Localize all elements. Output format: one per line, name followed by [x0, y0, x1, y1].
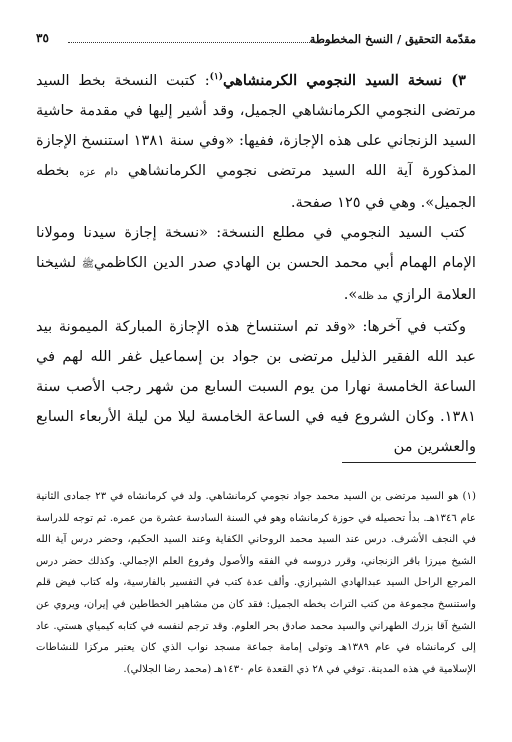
paragraph-1-text-end: بخطه الجميل». وهي في ١٢٥ صفحة.: [36, 162, 476, 211]
main-text: [36, 66, 476, 462]
honorific-2: مد ظله: [357, 291, 388, 302]
paragraph-3: وكتب في آخرها: «وقد تم استنساخ هذه الإجازة المباركة الميمونة بيد عبد الله الفقير الذليل مرتضى بن جواد بن إسماعيل غفر الله لهم في الساعة الخامسة نهارا من يوم السبت السابع من شهر رجب الأصب سنة ١٣٨١. وكان الشروع فيه في الساعة الخامسة ليلا من ليلة الأربعاء السابع والعشرين من: [36, 318, 476, 455]
section-heading: [210, 72, 466, 89]
paragraph-2-text: كتب السيد النجومي في مطلع النسخة: «نسخة إجازة سيدنا ومولانا الإمام الهمام أبي محمد الحسن بن الهادي صدر الدين الكاظمي: [36, 224, 476, 271]
blessing-mark: ﷺ: [81, 259, 94, 270]
footnote-number: (١): [462, 491, 476, 502]
page-number: ٣٥: [36, 31, 49, 45]
paragraph-2: [36, 218, 476, 312]
header-dot-leader: [68, 42, 326, 43]
section-title: نسخة السيد النجومي الكرمنشاهي: [223, 72, 443, 89]
paragraph-1-text: : كتبت النسخة بخط السيد مرتضى النجومي الكرمانشاهي الجميل، وقد أشير إليها في مقدمة حاشية السيد الزنجاني على هذه الإجازة، ففيها: «وفي سنة ١٣٨١ استنسخ الإجازة المذكورة آية الله السيد مرتضى نجومي الكرمانشاهي: [36, 72, 477, 179]
honorific: دام عزه: [79, 167, 118, 178]
paragraph-2-text-end: ».: [343, 286, 358, 303]
footnote: [36, 486, 476, 680]
running-header: [36, 30, 476, 52]
footnote-reference: (١): [209, 72, 224, 83]
section-number: ٣): [451, 72, 466, 89]
running-title: مقدّمة التحقيق / النسخ المخطوطة: [309, 32, 476, 46]
paragraph-1: [36, 66, 476, 218]
footnote-text: هو السيد مرتضى بن السيد محمد جواد نجومي كرمانشاهي. ولد في كرمانشاه في ٢٣ جمادى الثانية عام ١٣٤٦هـ. بدأ تحصيله في حوزة كرمانشاه وهو في السنة السادسة عشرة من عمره. ثم توجه للدراسة في النجف الأشرف. درس عند السيد محمد الروحاني الكفاية وعند السيد الحكيم، وحضر درس آية الله الشيخ ميرزا باقر الزنجاني، وقرر دروسه في الفقه والأصول وفروع العلم الإجمالي. وكذلك حضر درس المرجع الراحل السيد عبدالهادي الشيرازي. وألف عدة كتب في التفسير بالفارسية، وله كتاب فيض قلم واستنسخ مجموعة من كتب التراث بخطه الجميل: فقد كان من مشاهير الخطاطين في إيران، ويروي عن الشيخ آقا بزرك الطهراني والسيد محمد صادق بحر العلوم. وقد ترجم لنفسه في كتابه كيمياي هستي. عاد إلى كرمانشاه في عام ١٣٨٩هـ وتولى إمامة جماعة مسجد نواب الذي كان يعتبر مركزا للنشاطات الإسلامية في هذه المدينة. توفي في ٢٨ ذي القعدة عام ١٤٣٠هـ (محمد رضا الجلالي).: [36, 491, 476, 675]
paragraph-2-text-cont: لشيخنا العلامة الرازي: [36, 254, 476, 303]
footnote-separator: [342, 462, 476, 463]
